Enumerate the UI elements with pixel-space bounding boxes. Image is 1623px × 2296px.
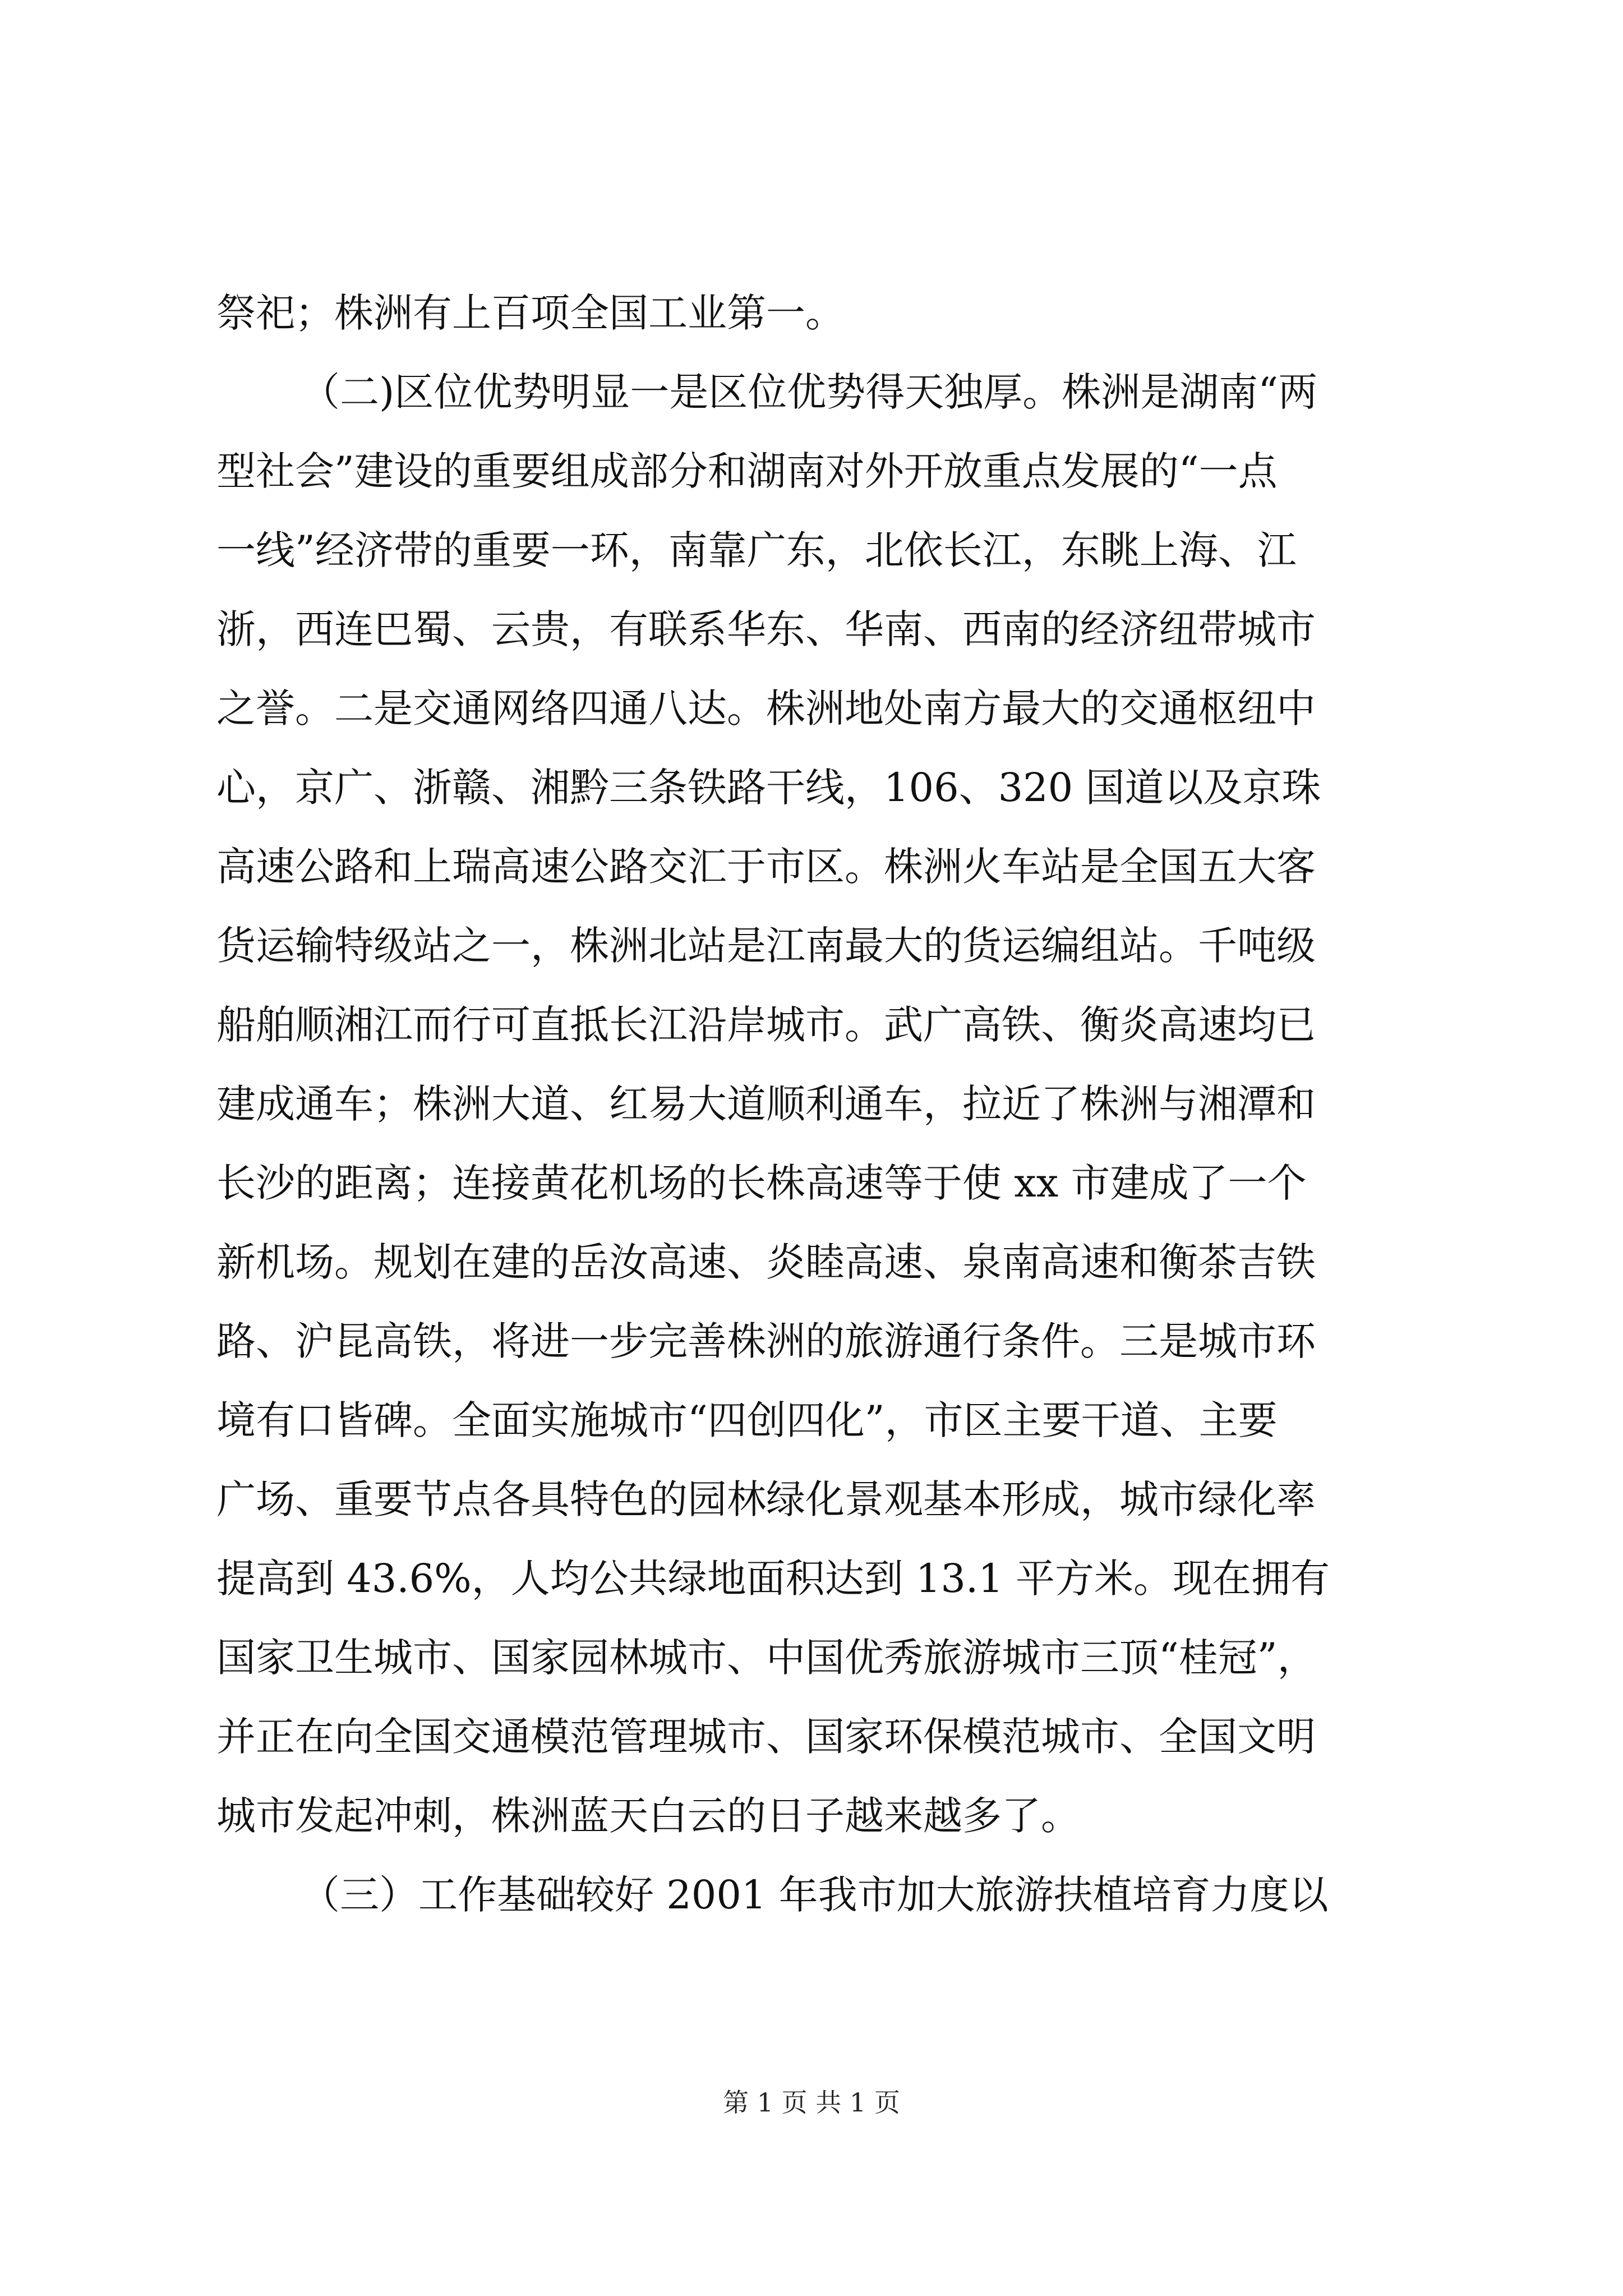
text-line: 货运输特级站之一，株洲北站是江南最大的货运编组站。千吨级 — [216, 923, 1316, 969]
text-line: 提高到 43.6%，人均公共绿地面积达到 13.1 平方米。现在拥有 — [216, 1556, 1330, 1602]
text-line: 浙，西连巴蜀、云贵，有联系华东、华南、西南的经济纽带城市 — [216, 606, 1316, 652]
text-line: 一线”经济带的重要一环，南靠广东，北依长江，东眺上海、江 — [216, 527, 1297, 573]
text-line: （三）工作基础较好 2001 年我市加大旅游扶植培育力度以 — [301, 1872, 1329, 1918]
text-line: 船舶顺湘江而行可直抵长江沿岸城市。武广高铁、衡炎高速均已 — [216, 1002, 1316, 1048]
text-line: 境有口皆碑。全面实施城市“四创四化”，市区主要干道、主要 — [216, 1397, 1278, 1443]
text-line: 路、沪昆高铁，将进一步完善株洲的旅游通行条件。三是城市环 — [216, 1318, 1316, 1364]
text-line: 心，京广、浙赣、湘黔三条铁路干线，106、320 国道以及京珠 — [216, 765, 1321, 811]
text-line: 长沙的距离；连接黄花机场的长株高速等于使 xx 市建成了一个 — [216, 1160, 1307, 1206]
text-line: 型社会”建设的重要组成部分和湖南对外开放重点发展的“一点 — [216, 448, 1278, 494]
text-line: （二)区位优势明显一是区位优势得天独厚。株洲是湖南“两 — [301, 369, 1318, 415]
text-line: 新机场。规划在建的岳汝高速、炎睦高速、泉南高速和衡茶吉铁 — [216, 1239, 1316, 1285]
document-body — [216, 274, 1411, 1935]
text-line: 并正在向全国交通模范管理城市、国家环保模范城市、全国文明 — [216, 1714, 1316, 1760]
text-line: 城市发起冲刺，株洲蓝天白云的日子越来越多了。 — [216, 1793, 1080, 1839]
text-line: 建成通车；株洲大道、红易大道顺利通车，拉近了株洲与湘潭和 — [216, 1081, 1316, 1127]
text-line: 祭祀；株洲有上百项全国工业第一。 — [216, 290, 845, 336]
text-line: 广场、重要节点各具特色的园林绿化景观基本形成，城市绿化率 — [216, 1476, 1316, 1522]
text-line: 之誉。二是交通网络四通八达。株洲地处南方最大的交通枢纽中 — [216, 685, 1316, 731]
text-line: 国家卫生城市、国家园林城市、中国优秀旅游城市三顶“桂冠”， — [216, 1635, 1317, 1681]
page-footer: 第 1 页 共 1 页 — [723, 2087, 900, 2118]
text-line: 高速公路和上瑞高速公路交汇于市区。株洲火车站是全国五大客 — [216, 844, 1316, 890]
